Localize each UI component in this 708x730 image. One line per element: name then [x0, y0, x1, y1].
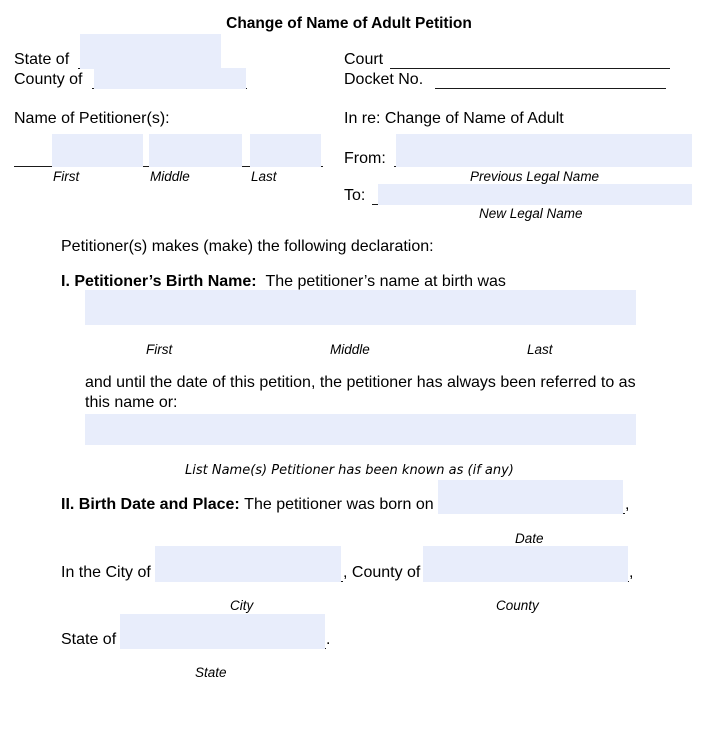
birth-state-input[interactable]	[120, 614, 325, 649]
section1-heading: I. Petitioner’s Birth Name:	[61, 273, 257, 290]
petitioner-first-caption: First	[53, 169, 80, 184]
birth-date-field[interactable]	[438, 480, 623, 514]
birth-last-caption: Last	[527, 342, 553, 357]
section2-paragraph	[61, 496, 434, 514]
docket-field[interactable]	[437, 70, 665, 89]
state-field[interactable]	[80, 34, 221, 69]
birth-county-field[interactable]	[423, 546, 628, 582]
county-input[interactable]	[94, 68, 246, 89]
birth-county-input[interactable]	[423, 546, 628, 582]
state-of-label: State of	[61, 631, 117, 648]
from-field[interactable]	[396, 134, 692, 167]
state-label: State of	[14, 51, 70, 68]
city-caption: City	[230, 598, 254, 613]
docket-input[interactable]	[437, 70, 665, 89]
birth-date-input[interactable]	[438, 480, 623, 514]
declaration-intro: Petitioner(s) makes (make) the following declaration:	[61, 238, 434, 255]
city-input[interactable]	[155, 546, 341, 582]
state-period: .	[326, 631, 331, 648]
county-caption: County	[496, 598, 539, 613]
previous-name-caption: Previous Legal Name	[470, 169, 600, 184]
section2-text: The petitioner was born on	[244, 496, 434, 513]
city-label: In the City of	[61, 564, 151, 581]
to-input[interactable]	[378, 184, 692, 205]
petitioner-middle-caption: Middle	[150, 169, 190, 184]
section1-text: The petitioner’s name at birth was	[265, 273, 506, 290]
to-label: To:	[344, 187, 366, 204]
petitioner-label: Name of Petitioner(s):	[14, 110, 170, 127]
birth-date-comma: ,	[625, 496, 630, 513]
court-field[interactable]	[392, 50, 668, 69]
county-label: County of	[14, 71, 83, 88]
state-caption: State	[195, 665, 227, 680]
petitioner-last-input[interactable]	[250, 134, 321, 167]
section2-heading: II. Birth Date and Place:	[61, 496, 240, 513]
petitioner-first-input[interactable]	[52, 134, 143, 167]
known-as-caption: List Name(s) Petitioner has been known as (if any)	[185, 463, 514, 478]
from-input[interactable]	[396, 134, 692, 167]
page-title: Change of Name of Adult Petition	[226, 15, 472, 32]
petitioner-middle-field[interactable]	[149, 134, 242, 167]
birth-first-caption: First	[146, 342, 173, 357]
from-label: From:	[344, 150, 386, 167]
section1-paragraph	[61, 273, 506, 291]
birth-name-input[interactable]	[85, 290, 636, 325]
state-input[interactable]	[80, 34, 221, 69]
referred-line-1: and until the date of this petition, the petitioner has always been referred to as	[85, 374, 636, 391]
to-field[interactable]	[378, 184, 692, 205]
new-name-caption: New Legal Name	[479, 206, 583, 221]
county-field[interactable]	[94, 68, 246, 89]
known-as-input[interactable]	[85, 414, 636, 445]
known-as-field[interactable]	[85, 414, 636, 445]
county-of-label: , County of	[343, 564, 421, 581]
petitioner-middle-input[interactable]	[149, 134, 242, 167]
court-input[interactable]	[392, 50, 668, 69]
birth-middle-caption: Middle	[330, 342, 370, 357]
petitioner-first-field[interactable]	[52, 134, 143, 167]
petitioner-last-caption: Last	[251, 169, 277, 184]
court-label: Court	[344, 51, 384, 68]
in-re-label: In re: Change of Name of Adult	[344, 110, 564, 127]
county-comma: ,	[629, 564, 634, 581]
referred-line-2: this name or:	[85, 394, 178, 411]
date-caption: Date	[515, 531, 544, 546]
birth-state-field[interactable]	[120, 614, 325, 649]
birth-name-field[interactable]	[85, 290, 636, 325]
city-field[interactable]	[155, 546, 341, 582]
docket-label: Docket No.	[344, 71, 424, 88]
petitioner-last-field[interactable]	[250, 134, 321, 167]
